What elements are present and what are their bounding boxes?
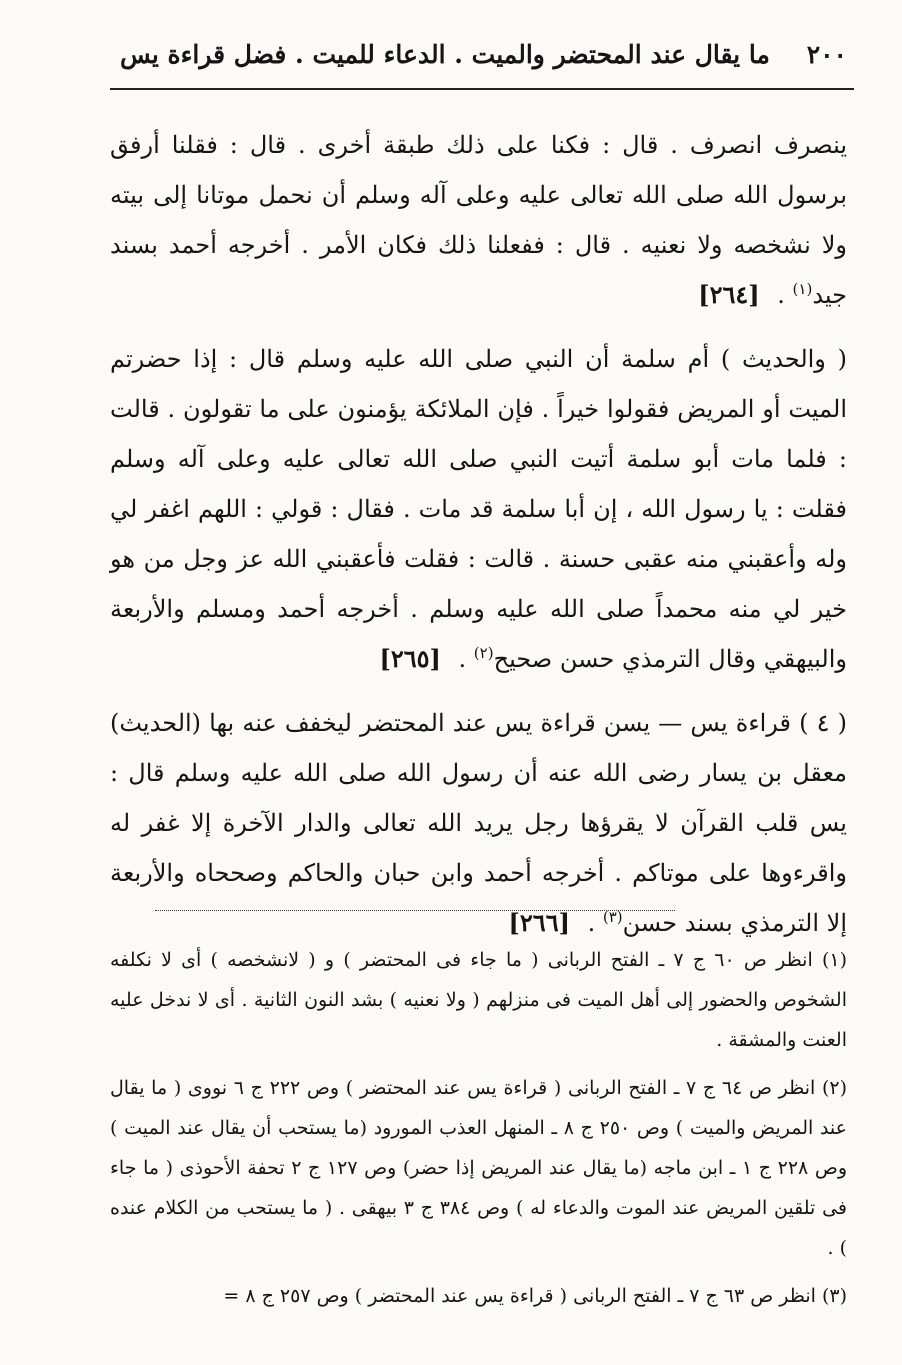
paragraph-hadith-265: ( والحديث ) أم سلمة أن النبي صلى الله عليه وسلم قال : إذا حضرتم الميت أو المريض فقولوا خيراً . فإن الملائكة يؤمنون على ما تقولون . قالت : فلما مات أبو سلمة أتيت النبي صلى الله تعالى عليه وعلى آله وسلم فقلت : يا رسول الله ، إن أبا سلمة قد مات . فقال : قولي : اللهم اغفر لي وله وأعقبني منه عقبى حسنة . قالت : فقلت فأعقبني الله عز وجل من هو خير لي منه محمداً صلى الله عليه وسلم . أخرجه أحمد ومسلم والأربعة والبيهقي وقال الترمذي حسن صحيح$^{(٢)}$ . [٢٦٥] (110, 334, 847, 684)
page-number: ٢٠٠ (806, 40, 847, 69)
footnote-separator (155, 910, 675, 911)
paragraph-text: ينصرف انصرف . قال : فكنا على ذلك طبقة أخرى . قال : فقلنا أرفق برسول الله صلى الله تعالى عليه وعلى آله وسلم أن نحمل موتانا إلى بيته ولا نشخصه ولا نعنيه . قال : ففعلنا ذلك فكان الأمر . أخرجه أحمد بسند جيد (110, 131, 847, 309)
hadith-number: [٢٦٥] (379, 644, 441, 673)
footnote-2: (٢) انظر ص ٦٤ ج ٧ ـ الفتح الربانى ( قراءة يس عند المحتضر ) وص ٢٢٢ ج ٦ نووى ( ما يقال عند المريض والميت ) وص ٢٥٠ ج ٨ ـ المنهل العذب المورود (ما يستحب أن يقال عند الميت ) وص ٢٢٨ ج ١ ـ ابن ماجه (ما يقال عند المريض إذا حضر) وص ١٢٧ ج ٢ تحفة الأحوذى ( ما جاء فى تلقين المريض عند الموت والدعاء له ) وص ٣٨٤ ج ٣ بيهقى . ( ما يستحب من الكلام عنده ) . (110, 1077, 848, 1259)
footnote-1: (١) انظر ص ٦٠ ج ٧ ـ الفتح الربانى ( ما جاء فى المحتضر ) و ( لانشخصه ) أى لا نكلفه الشخوص والحضور إلى أهل الميت فى منزلهم ( ولا نعنيه ) بشد النون الثانية . أى لا ندخل عليه العنت والمشقة . (110, 949, 848, 1051)
footnote-3: (٣) انظر ص ٦٣ ج ٧ ـ الفتح الربانى ( قراءة يس عند المحتضر ) وص ٢٥٧ ج ٨ = (223, 1285, 847, 1307)
page-header (120, 40, 847, 80)
main-text (110, 120, 847, 962)
hadith-number: [٢٦٦] (508, 908, 570, 937)
footnotes (110, 940, 847, 1324)
footnote-marker: (٢) (473, 644, 494, 662)
running-title: ما يقال عند المحتضر والميت . الدعاء للميت . فضل قراءة يس (120, 40, 770, 69)
footnote-marker: (١) (792, 280, 813, 298)
footnote-marker: (٣) (602, 908, 623, 926)
header-rule (110, 88, 854, 90)
paragraph-hadith-264: ينصرف انصرف . قال : فكنا على ذلك طبقة أخرى . قال : فقلنا أرفق برسول الله صلى الله تعالى عليه وعلى آله وسلم أن نحمل موتانا إلى بيته ولا نشخصه ولا نعنيه . قال : ففعلنا ذلك فكان الأمر . أخرجه أحمد بسند جيد$^{(١)}$ . [٢٦٤] (110, 120, 847, 320)
paragraph-hadith-266: ( ٤ ) قراءة يس — يسن قراءة يس عند المحتضر ليخفف عنه بها (الحديث) معقل بن يسار رضى الله عنه أن رسول الله صلى الله عليه وسلم قال : يس قلب القرآن لا يقرؤها رجل يريد الله تعالى والدار الآخرة إلا غفر له واقرءوها على موتاكم . أخرجه أحمد وابن حبان والحاكم وصححاه والأربعة إلا الترمذي بسند حسن$^{(٣)}$ . [٢٦٦] (110, 698, 847, 948)
hadith-number: [٢٦٤] (698, 280, 760, 309)
paragraph-text: ( والحديث ) أم سلمة أن النبي صلى الله عليه وسلم قال : إذا حضرتم الميت أو المريض فقولوا خيراً . فإن الملائكة يؤمنون على ما تقولون . قالت : فلما مات أبو سلمة أتيت النبي صلى الله تعالى عليه وعلى آله وسلم فقلت : يا رسول الله ، إن أبا سلمة قد مات . فقال : قولي : اللهم اغفر لي وله وأعقبني منه عقبى حسنة . قالت : فقلت فأعقبني الله عز وجل من هو خير لي منه محمداً صلى الله عليه وسلم . أخرجه أحمد ومسلم والأربعة والبيهقي وقال الترمذي حسن صحيح (110, 345, 847, 673)
paragraph-text: ( ٤ ) قراءة يس — يسن قراءة يس عند المحتضر ليخفف عنه بها (الحديث) معقل بن يسار رضى الله عنه أن رسول الله صلى الله عليه وسلم قال : يس قلب القرآن لا يقرؤها رجل يريد الله تعالى والدار الآخرة إلا غفر له واقرءوها على موتاكم . أخرجه أحمد وابن حبان والحاكم وصححاه والأربعة إلا الترمذي بسند حسن (110, 709, 847, 937)
